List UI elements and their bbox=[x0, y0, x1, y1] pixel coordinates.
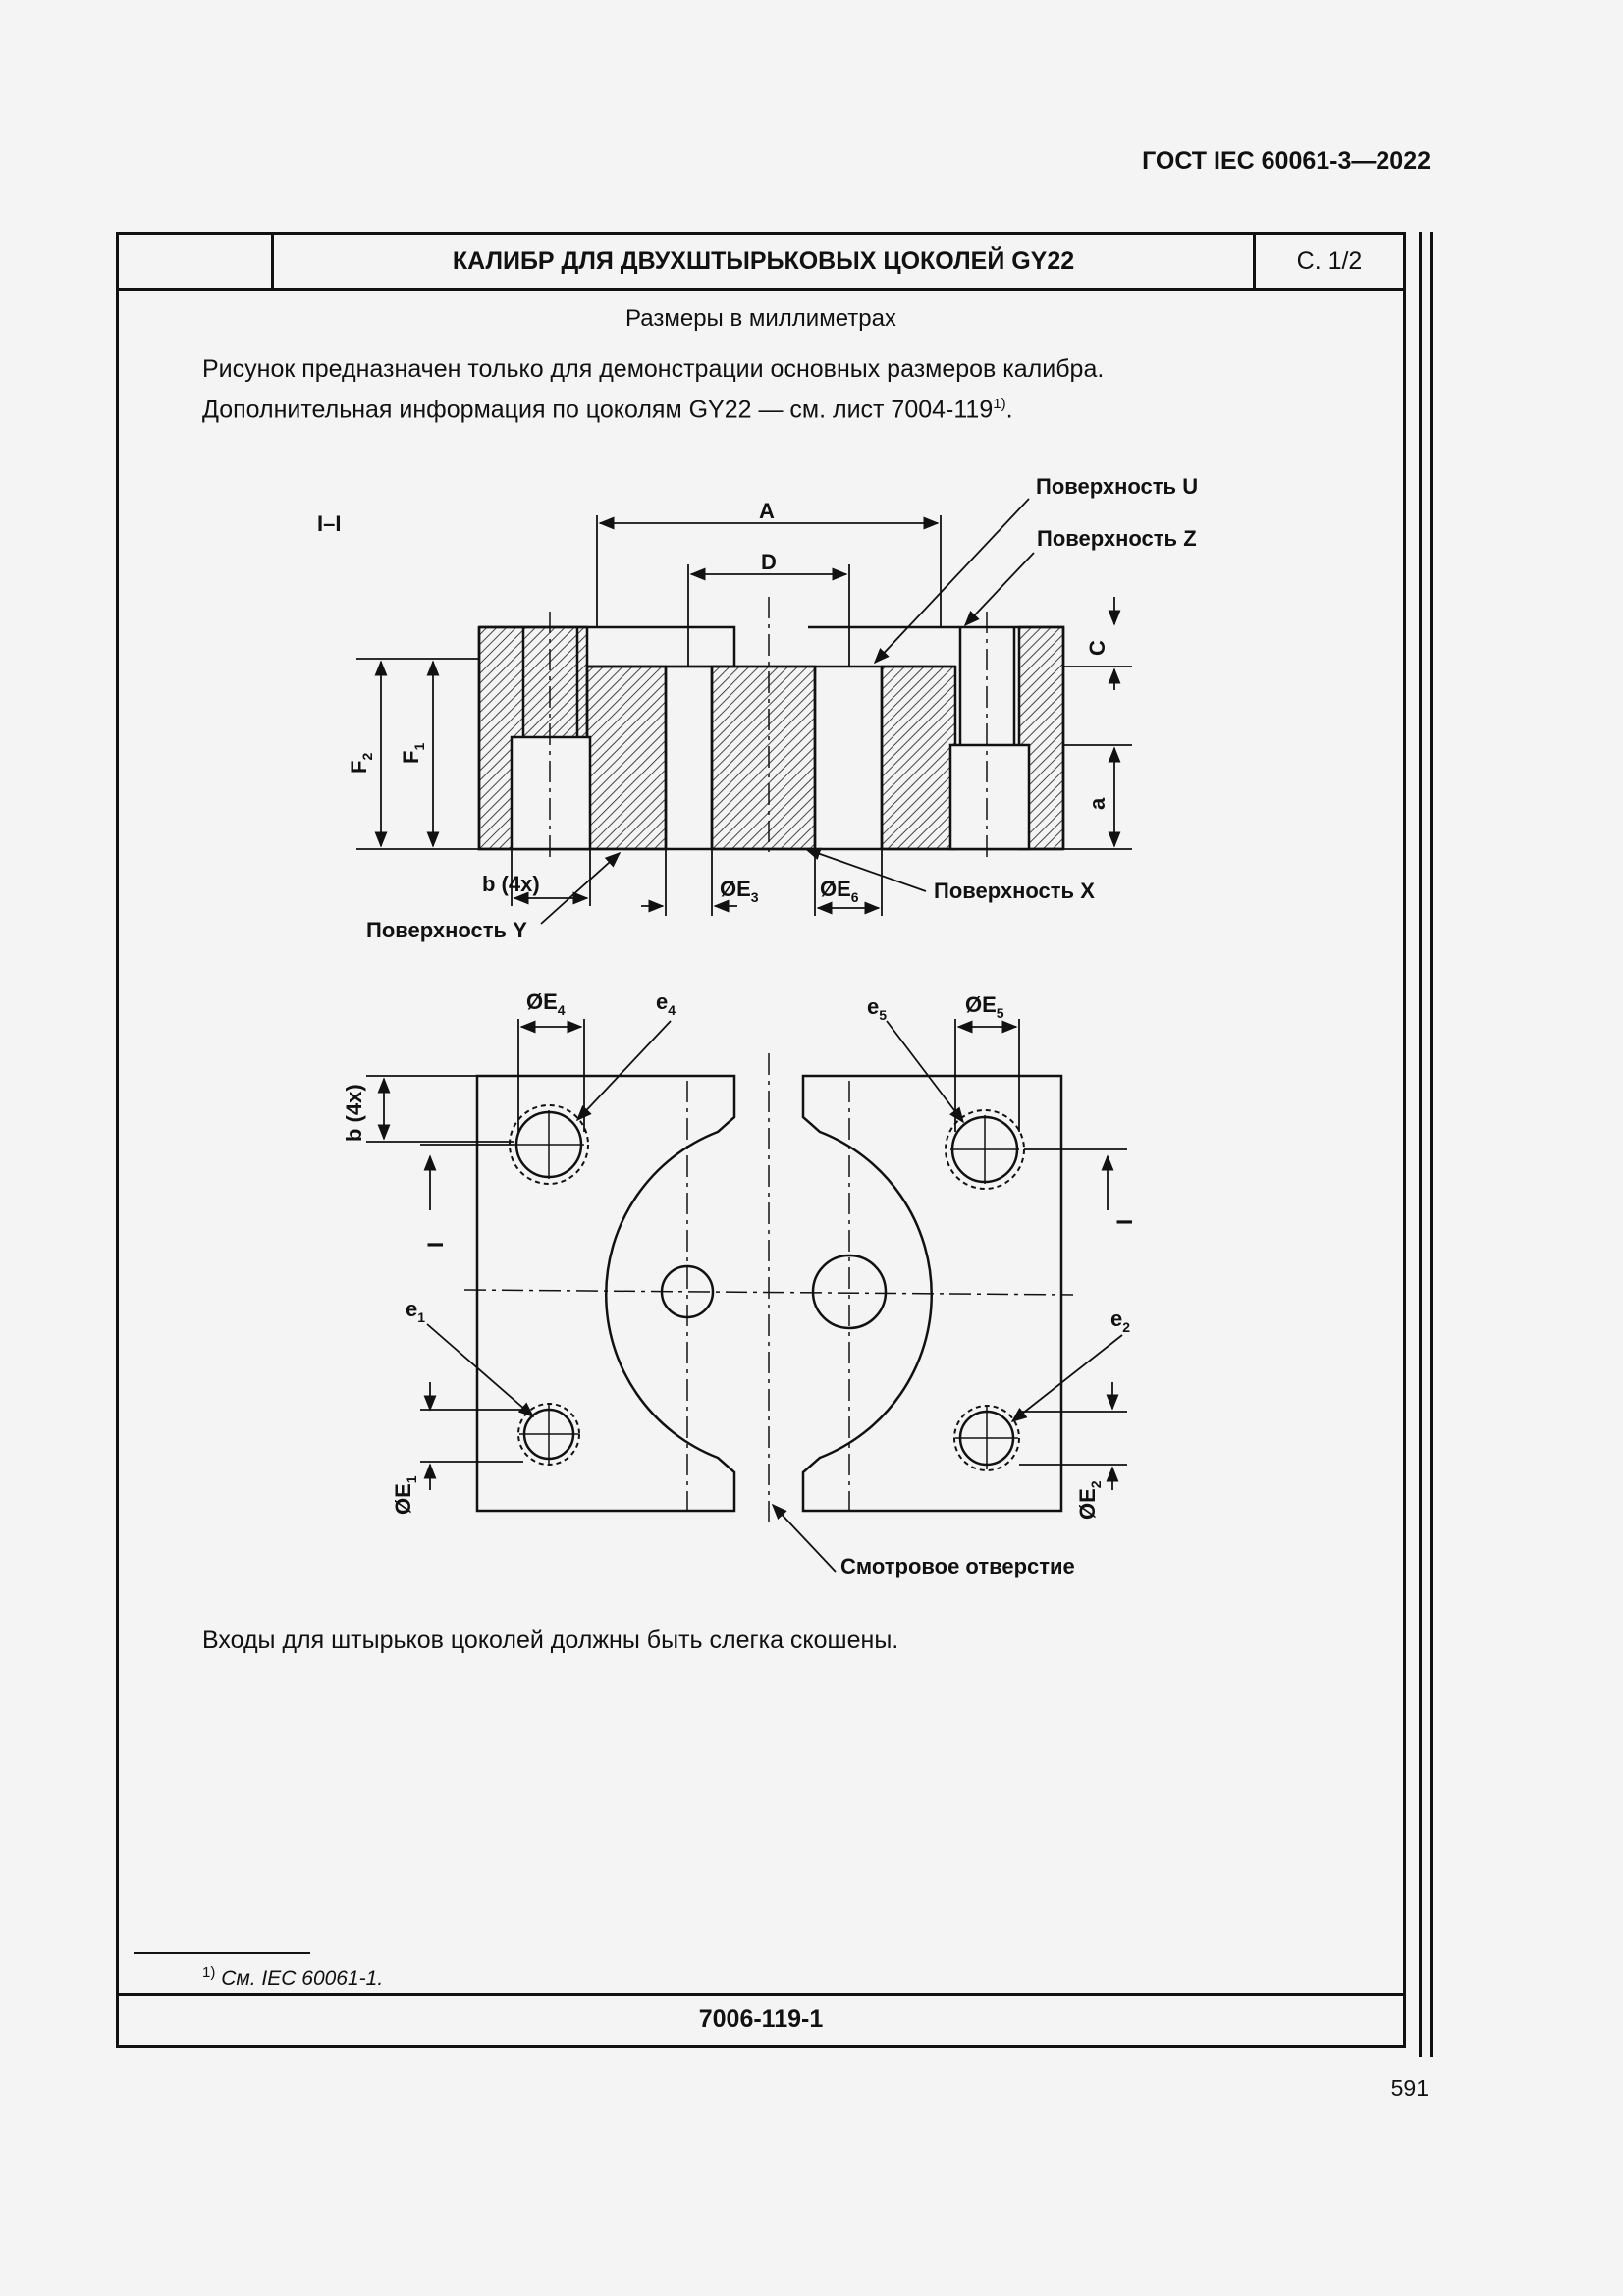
label-C bbox=[1085, 640, 1109, 656]
leader-e2 bbox=[1012, 1335, 1122, 1421]
counterbore bbox=[950, 745, 1029, 849]
leader-Y bbox=[541, 853, 620, 924]
section-hatch bbox=[882, 667, 955, 849]
frame-rail bbox=[1430, 232, 1433, 2057]
label-F2 bbox=[347, 753, 375, 774]
label-b4x-plan bbox=[342, 1084, 366, 1142]
counterbore bbox=[512, 737, 590, 849]
section-hatch bbox=[712, 667, 815, 849]
label-e4: $e_4$ bbox=[656, 989, 676, 1018]
label-D: D bbox=[761, 550, 777, 574]
svg-text:F2: $F_2$ bbox=[347, 752, 375, 774]
sheet-code: 7006-119-1 bbox=[698, 2005, 824, 2033]
label-surface-U: Поверхность U bbox=[1036, 474, 1199, 499]
svg-text:I: I bbox=[1112, 1218, 1137, 1225]
intro-line-2: Дополнительная информация по цоколям GY22 — см. лист 7004-119$^{1)}$. bbox=[202, 396, 1013, 424]
sheet-frame bbox=[116, 232, 1406, 2048]
section-hatch bbox=[587, 667, 666, 849]
label-e5: $e_5$ bbox=[867, 994, 888, 1023]
section-view bbox=[479, 597, 1063, 857]
label-cut-I bbox=[423, 1242, 448, 1248]
frame-rail bbox=[1419, 232, 1422, 2057]
svg-text:a: a bbox=[1085, 797, 1109, 810]
label-surface-Z: Поверхность Z bbox=[1037, 526, 1197, 551]
leader-viewing-hole bbox=[773, 1505, 836, 1572]
label-surface-X: Поверхность X bbox=[934, 879, 1095, 903]
label-cut-I bbox=[1112, 1219, 1137, 1225]
label-E1 bbox=[391, 1475, 419, 1515]
leader-e4 bbox=[577, 1021, 671, 1120]
footnote-mark: 1) bbox=[202, 1964, 216, 1981]
label-E5: $ØE_5$ bbox=[965, 992, 1004, 1021]
leader-Z bbox=[965, 553, 1034, 625]
label-e1: $e_1$ bbox=[406, 1297, 426, 1325]
svg-text:b (4x): b (4x) bbox=[342, 1084, 366, 1142]
page-number: 591 bbox=[1390, 2075, 1429, 2101]
footnote-separator bbox=[134, 1952, 310, 1954]
label-F1 bbox=[399, 743, 427, 764]
gauge-drawing bbox=[119, 235, 1405, 1825]
footnote-ref: 1) bbox=[993, 396, 1006, 412]
label-e2: $e_2$ bbox=[1110, 1307, 1131, 1335]
footnote-text: См. IEC 60061-1. bbox=[221, 1967, 384, 1990]
label-E2 bbox=[1075, 1480, 1104, 1520]
label-b4x: b (4x) bbox=[482, 872, 540, 896]
svg-text:ØE1: $ØE_1$ bbox=[391, 1475, 419, 1515]
sheet-number: С. 1/2 bbox=[1296, 247, 1363, 275]
plan-dimensions bbox=[366, 1019, 1127, 1572]
label-E3: $ØE_3$ bbox=[720, 877, 759, 905]
section-label: I–I bbox=[317, 511, 342, 536]
label-a bbox=[1085, 797, 1109, 810]
plan-view bbox=[464, 1053, 1073, 1524]
plan-labels bbox=[342, 989, 1137, 1578]
svg-text:ØE2: $ØE_2$ bbox=[1075, 1480, 1104, 1520]
svg-text:C: C bbox=[1085, 640, 1109, 656]
footnote bbox=[202, 1964, 383, 1991]
sheet-footer bbox=[119, 1993, 1403, 2045]
svg-text:F1: $F_1$ bbox=[399, 742, 427, 764]
label-A: A bbox=[759, 499, 775, 523]
svg-text:I: I bbox=[423, 1241, 448, 1248]
units-note: Размеры в миллиметрах bbox=[625, 305, 896, 332]
leader-e1 bbox=[427, 1324, 533, 1416]
chamfer-note: Входы для штырьков цоколей должны быть слегка скошены. bbox=[202, 1627, 899, 1654]
label-E4: $ØE_4$ bbox=[526, 989, 566, 1018]
label-E6: $ØE_6$ bbox=[820, 877, 859, 905]
standard-number: ГОСТ IEC 60061-3—2022 bbox=[1142, 147, 1431, 175]
label-viewing-hole: Смотровое отверстие bbox=[840, 1554, 1075, 1578]
sheet-title: КАЛИБР ДЛЯ ДВУХШТЫРЬКОВЫХ ЦОКОЛЕЙ GY22 bbox=[452, 247, 1075, 275]
label-surface-Y: Поверхность Y bbox=[366, 918, 527, 942]
leader-e5 bbox=[887, 1021, 963, 1122]
intro-line-1: Рисунок предназначен только для демонстрации основных размеров калибра. bbox=[202, 355, 1105, 383]
